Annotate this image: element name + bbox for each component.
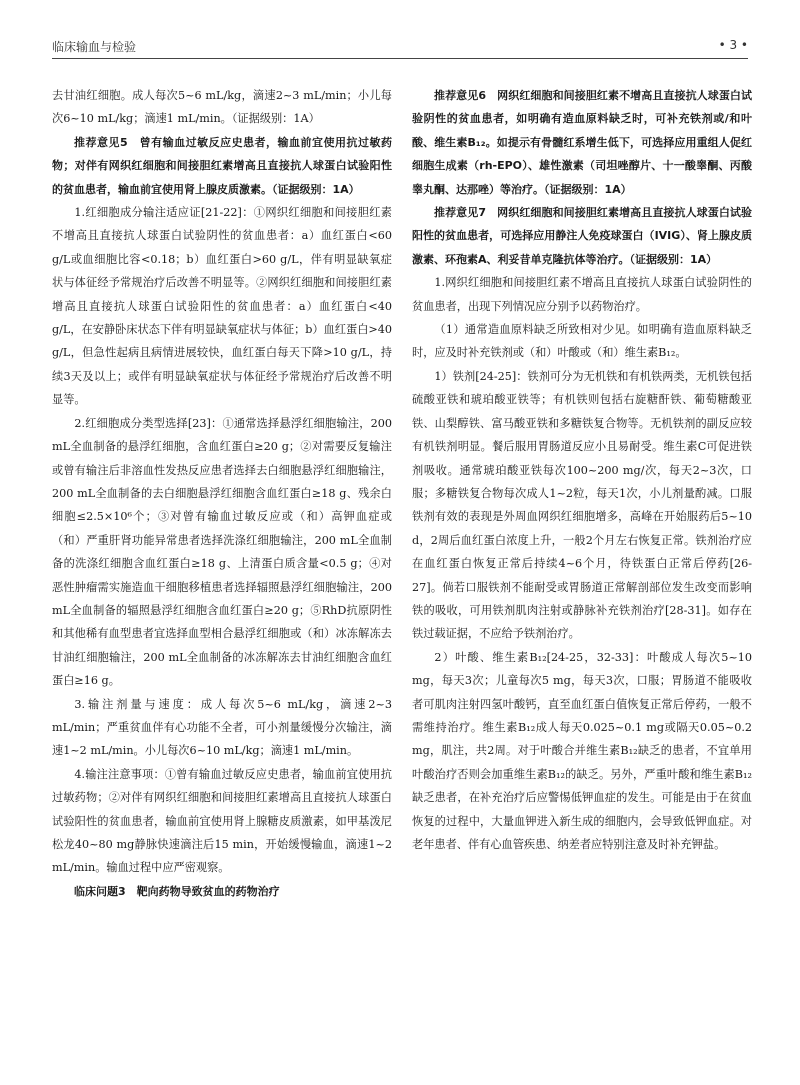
- paragraph: 去甘油红细胞。成人每次5~6 mL/kg，滴速2~3 mL/min；小儿每次6~10 mL/kg；滴速1 mL/min。（证据级别：1A）: [52, 89, 392, 126]
- paragraph: 2.红细胞成分类型选择[23]：①通常选择悬浮红细胞输注，200 mL全血制备的悬浮红细胞，含血红蛋白≥20 g；②对需要反复输注或曾有输注后非溶血性发热反应患者选择去白细胞悬浮红细胞输注，200 mL全血制备的去白细胞悬浮红细胞含血红蛋白≥18 g、残余白细胞≤2.5×10⁶个；③对曾有输血过敏反应或（和）高钾血症或（和）严重肝肾功能异常患者选择洗涤红细胞输注，200 mL全血制备的洗涤红细胞含血红蛋白≥18 g、上清蛋白质含量<0.5 g；④对恶性肿瘤需实施造血干细胞移植患者选择辐照悬浮红细胞输注，200 mL全血制备的辐照悬浮红细胞含血红蛋白≥20 g；⑤RhD抗原阴性和其他稀有血型患者宜选择血型相合悬浮红细胞或（和）冰冻解冻去甘油红细胞输注，200 mL全血制备的冰冻解冻去甘油红细胞含血红蛋白≥16 g。: [52, 416, 392, 688]
- left-column: [52, 84, 392, 903]
- paragraph: 3.输注剂量与速度：成人每次5~6 mL/kg，滴速2~3 mL/min；严重贫血伴有心功能不全者，可小剂量缓慢分次输注，滴速1~2 mL/min。小儿每次6~10 mL/kg；滴速1 mL/min。: [52, 697, 392, 758]
- paragraph: 2）叶酸、维生素B₁₂[24-25，32-33]：叶酸成人每次5~10 mg，每天3次；儿童每次5 mg，每天3次，口服；胃肠道不能吸收者可肌肉注射四氢叶酸钙，直至血红蛋白值恢复正常后停药，一般不需维持治疗。维生素B₁₂成人每天0.025~0.1 mg或隔天0.05~0.2 mg，肌注，共2周。对于叶酸合并维生素B₁₂缺乏的患者，不宜单用叶酸治疗否则会加重维生素B₁₂的缺乏。另外，严重叶酸和维生素B₁₂缺乏患者，在补充治疗后应警惕低钾血症的发生。可能是由于在贫血恢复的过程中，大量血钾进入新生成的细胞内，会导致低钾血症。对老年患者、伴有心血管疾患、纳差者应特别注意及时补充钾盐。: [412, 650, 752, 851]
- paragraph: 1.红细胞成分输注适应证[21-22]：①网织红细胞和间接胆红素不增高且直接抗人球蛋白试验阴性的贫血患者：a）血红蛋白<60 g/L或血细胞比容<0.18；b）血红蛋白>60 g/L，伴有明显缺氧症状与体征经予常规治疗后改善不明显等。②网织红细胞和间接胆红素增高且直接抗人球蛋白试验阳性的贫血患者：a）血红蛋白<40 g/L，在安静卧床状态下伴有明显缺氧症状与体征；b）血红蛋白>40 g/L，但急性起病且病情进展较快，血红蛋白每天下降>10 g/L，持续3天及以上；或伴有明显缺氧症状与体征经予常规治疗后改善不明显等。: [52, 206, 393, 407]
- right-column: [412, 84, 752, 856]
- recommendation-7: 推荐意见7 网织红细胞和间接胆红素增高且直接抗人球蛋白试验阳性的贫血患者，可选择应用静注人免疫球蛋白（IVIG）、肾上腺皮质激素、环孢素A、利妥昔单克隆抗体等治疗。（证据级别：1A）: [412, 206, 752, 266]
- section-heading: 临床问题3 靶向药物导致贫血的药物治疗: [74, 884, 280, 898]
- paragraph: 4.输注注意事项：①曾有输血过敏反应史患者，输血前宜使用抗过敏药物；②对伴有网织红细胞和间接胆红素增高且直接抗人球蛋白试验阳性的贫血患者，输血前宜使用肾上腺糖皮质激素，如甲基泼尼松龙40~80 mg静脉快速滴注后15 min，开始缓慢输血，滴速1~2 mL/min。输血过程中应严密观察。: [52, 767, 392, 875]
- journal-name: 临床输血与检验: [52, 40, 137, 54]
- recommendation-6: 推荐意见6 网织红细胞和间接胆红素不增高且直接抗人球蛋白试验阴性的贫血患者，如明确有造血原料缺乏时，可补充铁剂或/和叶酸、维生素B₁₂。如提示有骨髓红系增生低下，可选择应用重组人促红细胞生成素（rh-EPO）、雄性激素（司坦唑醇片、十一酸睾酮、丙酸睾丸酮、达那唑）等治疗。（证据级别：1A）: [412, 89, 752, 196]
- paragraph: 1.网织红细胞和间接胆红素不增高且直接抗人球蛋白试验阴性的贫血患者，出现下列情况应分别予以药物治疗。: [412, 276, 752, 313]
- paragraph: （1）通常造血原料缺乏所致相对少见。如明确有造血原料缺乏时，应及时补充铁剂或（和）叶酸或（和）维生素B₁₂。: [412, 323, 752, 360]
- recommendation-5: 推荐意见5 曾有输血过敏反应史患者，输血前宜使用抗过敏药物；对伴有网织红细胞和间接胆红素增高且直接抗人球蛋白试验阳性的贫血患者，输血前宜使用肾上腺皮质激素。（证据级别：1A）: [52, 135, 392, 196]
- page-header: [52, 34, 748, 59]
- paragraph: 1）铁剂[24-25]：铁剂可分为无机铁和有机铁两类，无机铁包括硫酸亚铁和琥珀酸亚铁等；有机铁则包括右旋糖酐铁、葡萄糖酸亚铁、山梨醇铁、富马酸亚铁和多糖铁复合物等。无机铁剂的副反应较有机铁剂明显。餐后服用胃肠道反应小且易耐受。维生素C可促进铁剂吸收。通常琥珀酸亚铁每次100~200 mg/次，每天2~3次，口服；多糖铁复合物每次成人1~2粒，每天1次，小儿剂量酌减。口服铁剂有效的表现是外周血网织红细胞增多，高峰在开始服药后5~10 d，2周后血红蛋白浓度上升，一般2个月左右恢复正常。铁剂治疗应在血红蛋白恢复正常后持续4~6个月，待铁蛋白正常后停药[26-27]。倘若口服铁剂不能耐受或胃肠道正常解剖部位发生改变而影响铁的吸收，可用铁剂肌肉注射或静脉补充铁剂治疗[28-31]。如存在铁过载证据，不应给予铁剂治疗。: [412, 369, 752, 641]
- page-number: • 3 •: [718, 38, 748, 52]
